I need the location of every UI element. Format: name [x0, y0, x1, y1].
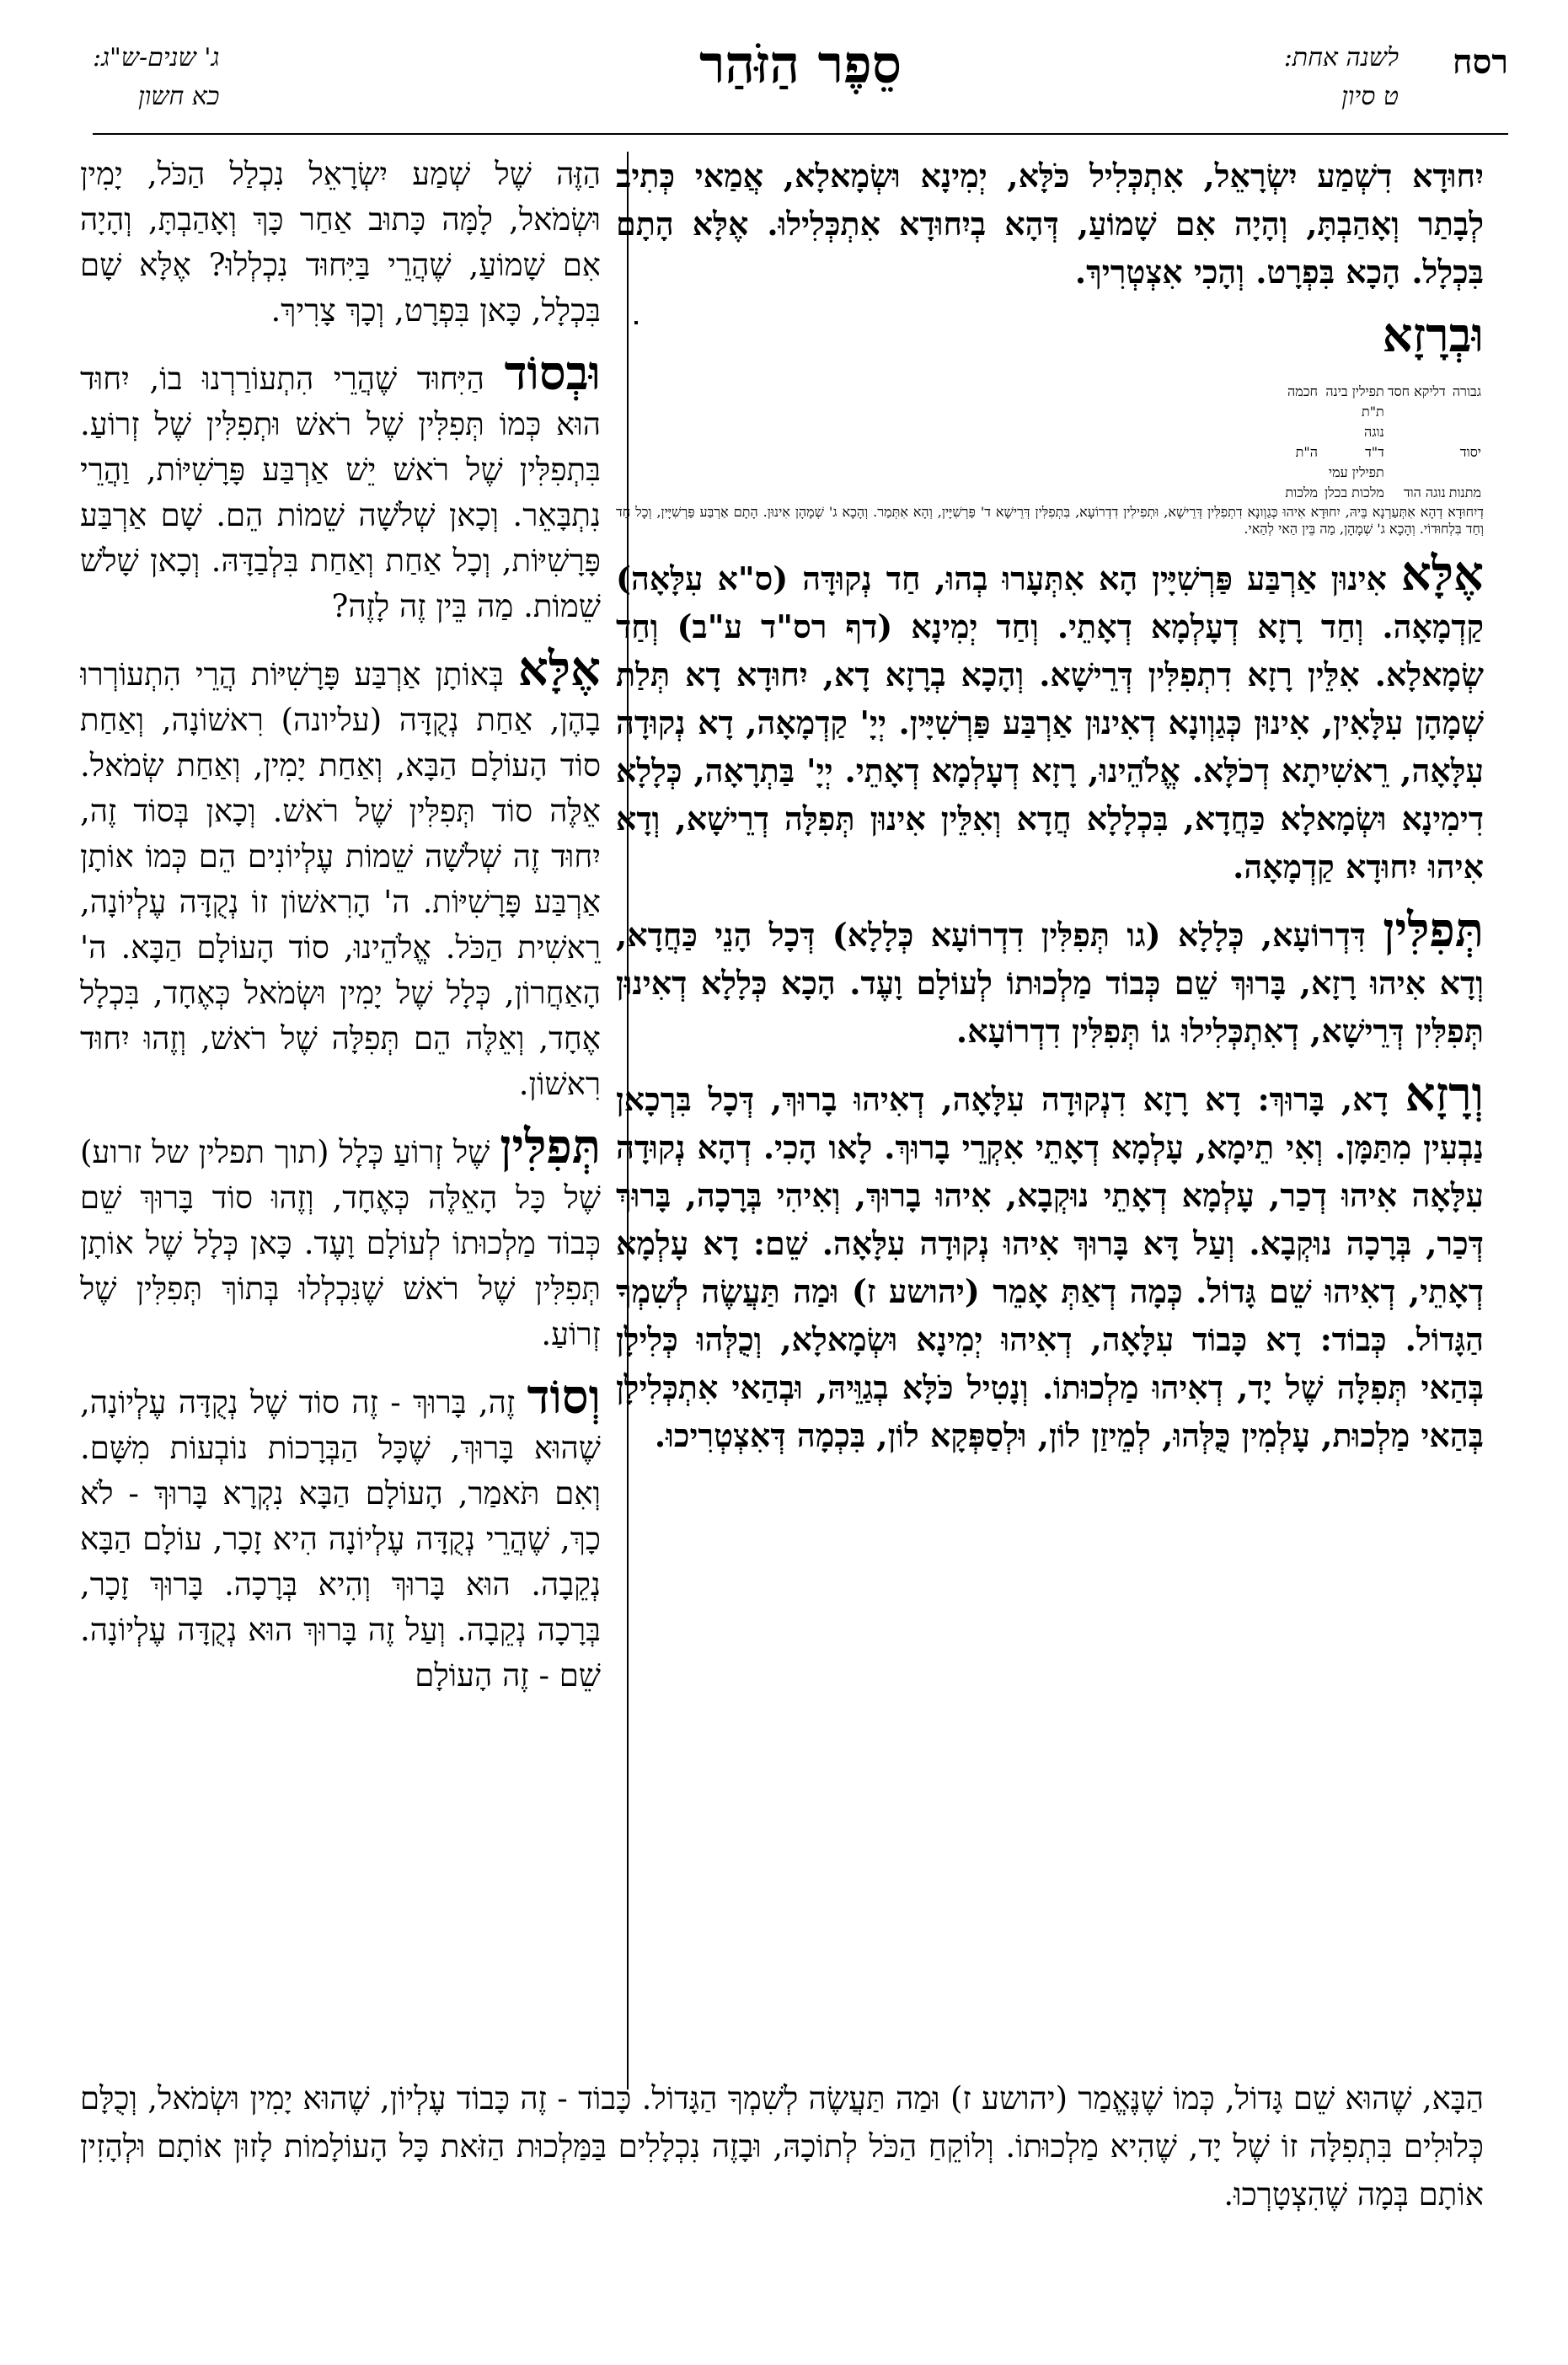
paragraph-text: הַיִּחוּד שֶׁהֲרֵי הִתְעוֹרַרְנוּ בוֹ, יִחוּד הוּא כְּמוֹ תְּפִלִּין שֶׁל רֹאשׁ וּתְפִלִּין שֶׁל זְרוֹעַ. בִּתְפִלִּין שֶׁל רֹאשׁ יֵשׁ אַרְבַּע פָּרָשִׁיּוֹת, וַהֲרֵי נִתְבָּאֵר. וְכָאן שְׁלֹשָׁה שֵׁמוֹת הֵם. שָׁם אַרְבַּע פָּרָשִׁיּוֹת, וְכָל אַחַת וְאַחַת בִּלְבַדָּהּ. וְכָאן שָׁלֹשׁ שֵׁמוֹת. מַה בֵּין זֶה לָזֶה? [80, 361, 601, 624]
diagram-cell [1448, 423, 1482, 441]
diagram-cell [1448, 403, 1482, 421]
main-paragraph-5 [616, 1067, 1484, 1459]
side-paragraph-4 [80, 1119, 601, 1357]
paragraph-lead-word: וְרָזָא [1405, 1067, 1484, 1122]
page-number: רסח [1452, 42, 1508, 82]
column-divider [627, 152, 629, 2089]
page-header [93, 34, 1508, 126]
schedule-one-year-date: ט סיון [1341, 82, 1399, 111]
paragraph-text: אִינוּן אַרְבַּע פַּרְשִׁיָּין הָא אִתְּעָרוּ בְהוּ, חַד נְקוּדָּה (ס"א עִלָּאָה) קַדְמָאָה. וְחַד רָזָא דְעָלְמָא דְאָתֵי. וְחַד יְמִינָא (דף רס"ד ע"ב) וְחַד שְׂמָאלָא. אִלֵּין רָזָא דִתְפִלִּין דְּרֵישָׁא. וְהָכָא בְרָזָא דָא, יִחוּדָא דָא תְּלַת שְׁמָהָן עִלָּאִין, אִינוּן כְּגַוְונָא דְאִינוּן אַרְבַּע פַּרְשִׁיָּין. יְיָ' קַדְמָאָה, דָא נְקוּדָה עִלָּאָה, רֵאשִׁיתָא דְכֹלָּא. אֱלֹהֵינוּ, רָזָא דְעָלְמָא דְאָתֵי. יְיָ' בַּתְרָאָה, כְּלָלָא דִימִינָא וּשְׂמָאלָא כַּחֲדָא, בִּכְלָלָא חֲדָא וְאִלֵּין אִינוּן תְּפִלָּה דְרֵישָׁא, וְדָא אִיהוּ יִחוּדָא קַדְמָאָה. [616, 559, 1484, 886]
main-paragraph-4 [616, 902, 1484, 1055]
diagram-cell [1387, 443, 1447, 462]
paragraph-text: שֶׁל זְרוֹעַ כְּלָל (תוך תפלין של זרוע) שֶׁל כָּל הָאֵלֶּה כְּאֶחָד, וְזֶהוּ סוֹד בָּרוּךְ שֵׁם כְּבוֹד מַלְכוּתוֹ לְעוֹלָם וָעֶד. כָּאן כְּלָל שֶׁל אוֹתָן תְּפִלִּין שֶׁל רֹאשׁ שֶׁנִּכְלְלוּ בְּתוֹךְ תְּפִלִּין שֶׁל זְרוֹעַ. [80, 1134, 601, 1352]
paragraph-text: דִּדְרוֹעָא, כְּלָלָא (גו תְּפִלִּין דִדְרוֹעָא כְּלָלָא) דְּכָל הָנֵי כַּחֲדָא, וְדָא אִיהוּ רָזָא, בָּרוּךְ שֵׁם כְּבוֹד מַלְכוּתוֹ לְעוֹלָם וָעֶד. הָכָא כְּלָלָא דְאִינוּן תְּפִלִּין דְּרֵישָׁא, דְאִתְכְּלִילוּ גוֹ תְּפִלִּין דִדְרוֹעָא. [616, 916, 1484, 1050]
diagram-cell: ת"ת [1361, 404, 1384, 420]
aramaic-column [616, 152, 1484, 2056]
book-title: סֵפֶר הַזֹּהַר [698, 34, 902, 95]
paragraph-lead-word: וּבְרָזָא [1382, 308, 1484, 363]
side-paragraph-1 [80, 152, 601, 334]
paragraph-lead-word: וְסוֹד [527, 1369, 601, 1425]
paragraph-text: דָא, בָּרוּךְ: דָא רָזָא דִנְקוּדָה עִלָּאָה, דְאִיהוּ בָרוּךְ, דְּכָל בִּרְכָאן נַבְעִין מִתַּמָּן. וְאִי תֵימָא, עָלְמָא דְאָתֵי אִקְרֵי בָרוּךְ. לָאו הָכִי. דְהָא נְקוּדָה עִלָּאָה אִיהוּ דְכַר, עָלְמָא דְאָתֵי נוּקְבָא, אִיהוּ בָרוּךְ, וְאִיהִי בְּרָכָה, בָּרוּךְ דְּכַר, בְּרָכָה נוּקְבָא. וְעַל דָּא בָּרוּךְ אִיהוּ נְקוּדָה עִלָּאָה. שֵׁם: דָא עָלְמָא דְאָתֵי, דְאִיהוּ שֵׁם גָּדוֹל. כְּמָה דְאַתְּ אָמֵר (יהושע ז) וּמַה תַּעֲשֶׂה לְשִׁמְךָ הַגָּדוֹל. כְּבוֹד: דָא כָּבוֹד עִלָּאָה, דְאִיהוּ יְמִינָא וּשְׂמָאלָא, וְכֻלְּהוּ כְּלִילָן בְּהַאי תְּפִלָּה שֶׁל יָד, דְאִיהוּ מַלְכוּתוֹ. וְנָטִיל כֹּלָּא בְגַוֵּיהּ, וּבְהַאי אִתְכְּלִילָן בְּהַאי מַלְכוּת, עָלְמִין כֻּלְּהוּ, לְמֵיזַן לוֹן, וּלְסַפְּקָא לוֹן, בִּכְמָה דְּאִצְטְרִיכוּ. [616, 1080, 1484, 1454]
diagram-cell: תפילין עמי [1328, 464, 1384, 480]
diagram-cell [1284, 463, 1319, 482]
diagram-cell [1284, 403, 1319, 421]
paragraph-lead-word: אֶלָּא [517, 641, 601, 697]
schedule-three-year-date: כא חשון [137, 82, 220, 111]
side-paragraph-3 [80, 641, 601, 1107]
bottom-continuation-text: הַבָּא, שֶׁהוּא שֵׁם גָּדוֹל, כְּמוֹ שֶׁנֶּאֱמַר (יהושע ז) וּמַה תַּעֲשֶׂה לְשִׁמְךָ הַגָּדוֹל. כָּבוֹד - זֶה כָּבוֹד עֶלְיוֹן, שֶׁהוּא יָמִין וּשְׂמֹאל, וְכֻלָּם כְּלוּלִים בִּתְפִלָּה זוֹ שֶׁל יָד, שֶׁהִיא מַלְכוּתוֹ. וְלוֹקֵחַ הַכֹּל לְתוֹכָהּ, וּבָזֶה נִכְלָלִים בַּמַּלְכוּת הַזֹּאת כָּל הָעוֹלָמוֹת לָזוּן אוֹתָם וּלְהָזִין אוֹתָם בְּמָה שֶׁהִצְטָרְכוּ. [80, 2080, 1484, 2213]
diagram-cell: מלכות [1285, 484, 1318, 500]
diagram-cell: תפילין בינה [1325, 383, 1384, 399]
diagram-cell [1448, 463, 1482, 482]
header-rule [93, 133, 1508, 135]
schedule-one-year: לשנה אחת: [1283, 43, 1399, 72]
diagram-cell: ד"ד [1365, 444, 1384, 460]
reading-schedule-left [93, 39, 219, 116]
diagram-cell: מתנות [1448, 484, 1481, 500]
schedule-three-year: ג' שנים-ש"ג: [93, 43, 220, 72]
diagram-cell [1387, 463, 1447, 482]
paragraph-lead-word: וּבְסוֹד [504, 345, 601, 401]
diagram-cell: חכמה [1287, 383, 1318, 399]
main-paragraph-3 [616, 546, 1484, 891]
diagram-cell: מלכות בכלן [1324, 484, 1384, 500]
side-paragraph-5 [80, 1369, 601, 1699]
paragraph-text: הַזֶּה שֶׁל שְׁמַע יִשְׂרָאֵל נִכְלַל הַכֹּל, יָמִין וּשְׂמֹאל, לָמָּה כָּתוּב אַחַר כָּךְ וְאָהַבְתָּ, וְהָיָה אִם שָׁמוֹעַ, שֶׁהֲרֵי בַּיִּחוּד נִכְלְלוּ? אֶלָּא שָׁם בִּכְלָל, כָּאן בִּפְרָט, וְכָךְ צָרִיךְ. [80, 156, 601, 329]
diagram-cell: ה"ת [1295, 444, 1318, 460]
paragraph-text: בְּאוֹתָן אַרְבַּע פָּרָשִׁיּוֹת הֲרֵי הִתְעוֹרְרוּ בָהֶן, אַחַת נְקֻדָּה (עליונה) רִאשׁוֹנָה, וְאַחַת סוֹד הָעוֹלָם הַבָּא, וְאַחַת יָמִין, וְאַחַת שְׂמֹאל. אֵלֶּה סוֹד תְּפִלִּין שֶׁל רֹאשׁ. וְכָאן בְּסוֹד זֶה, יִחוּד זֶה שְׁלֹשָׁה שֵׁמוֹת עֶלְיוֹנִים הֵם כְּמוֹ אוֹתָן אַרְבַּע פָּרָשִׁיּוֹת. ה' הָרִאשׁוֹן זוֹ נְקֻדָּה עֶלְיוֹנָה, רֵאשִׁית הַכֹּל. אֱלֹהֵינוּ, סוֹד הָעוֹלָם הַבָּא. ה' הָאַחֲרוֹן, כְּלָל שֶׁל יָמִין וּשְׂמֹאל כְּאֶחָד, בִּכְלָל אֶחָד, וְאֵלֶּה הֵם תְּפִלָּה שֶׁל רֹאשׁ, וְזֶהוּ יִחוּד רִאשׁוֹן. [80, 656, 601, 1102]
main-paragraph-2 [616, 308, 1484, 364]
paragraph-lead-word: תְּפִלִּין [1383, 902, 1484, 958]
diagram-cell [1320, 443, 1322, 462]
paragraph-lead-word: תְּפִלִּין [500, 1119, 601, 1174]
diagram-cell [1387, 423, 1447, 441]
diagram-cell [1320, 484, 1322, 502]
paragraph-text: זֶה, בָּרוּךְ - זֶה סוֹד שֶׁל נְקֻדָּה עֶלְיוֹנָה, שֶׁהוּא בָּרוּךְ, שֶׁכָּל הַבְּרָכוֹת נוֹבְעוֹת מִשָּׁם. וְאִם תֹּאמַר, הָעוֹלָם הַבָּא נִקְרָא בָּרוּךְ - לֹא כָךְ, שֶׁהֲרֵי נְקֻדָּה עֶלְיוֹנָה הִיא זָכָר, עוֹלָם הַבָּא נְקֵבָה. הוּא בָּרוּךְ וְהִיא בְּרָכָה. בָּרוּךְ זָכָר, בְּרָכָה נְקֵבָה. וְעַל זֶה בָּרוּךְ הוּא נְקֻדָּה עֶלְיוֹנָה. שֵׁם - זֶה הָעוֹלָם [80, 1384, 601, 1693]
diagram-cell [1387, 403, 1447, 421]
diagram-cell [1284, 423, 1319, 441]
sefirot-diagram [634, 321, 638, 324]
diagram-cell: נוגה [1364, 424, 1384, 440]
main-paragraph-1 [616, 152, 1484, 296]
diagram-cell [1320, 423, 1322, 441]
diagram-cell [1320, 463, 1322, 482]
diagram-cell [1320, 403, 1322, 421]
hebrew-translation-column [80, 152, 601, 2056]
paragraph-text: יִחוּדָא דִשְׁמַע יִשְׂרָאֵל, אִתְכְּלִיל כֹּלָּא, יְמִינָא וּשְׂמָאלָא, אֲמַאי כְּתִיב לְבָתַר וְאָהַבְתָּ, וְהָיָה אִם שָׁמוֹעַ, דְּהָא בְיִחוּדָא אִתְכְּלִילוּ. אֶלָּא הָתָם בִּכְלָל. הָכָא בִּפְרָט. וְהָכִי אִצְטְרִיךְ. [616, 157, 1484, 291]
side-paragraph-2 [80, 345, 601, 629]
paragraph-text: דְיִחוּדָא דְהָא אִתְּעַרְנָא בֵּיהּ, יִחוּדָא אִיהוּ כְּגַוְונָא דִתְפִלִּין דְּרֵישָׁא, וּתְפִילִין דִדְרוֹעָא, בִּתְפִלִּין דְּרֵישָׁא ד' פַּרְשִׁיָּין, וְהָא אִתְּמַר. וְהָכָא ג' שְׁמָהָן אִינוּן. הָתָם אַרְבַּע פַּרְשִׁיָּין, וְכָל חַד וְחַד בִּלְחוּדוֹי. וְהָכָא ג' שְׁמָהָן, מַה בֵּין הַאי לְהַאי. [616, 504, 1484, 537]
paragraph-lead-word: אֶלָּא [1400, 546, 1484, 602]
diagram-cell: יסוד [1459, 444, 1481, 460]
diagram-cell [1320, 383, 1322, 401]
diagram-cell: גבורה [1452, 383, 1481, 399]
diagram-cell: נוגה הוד [1403, 484, 1446, 500]
diagram-cell: דליקא חסד [1387, 383, 1446, 399]
